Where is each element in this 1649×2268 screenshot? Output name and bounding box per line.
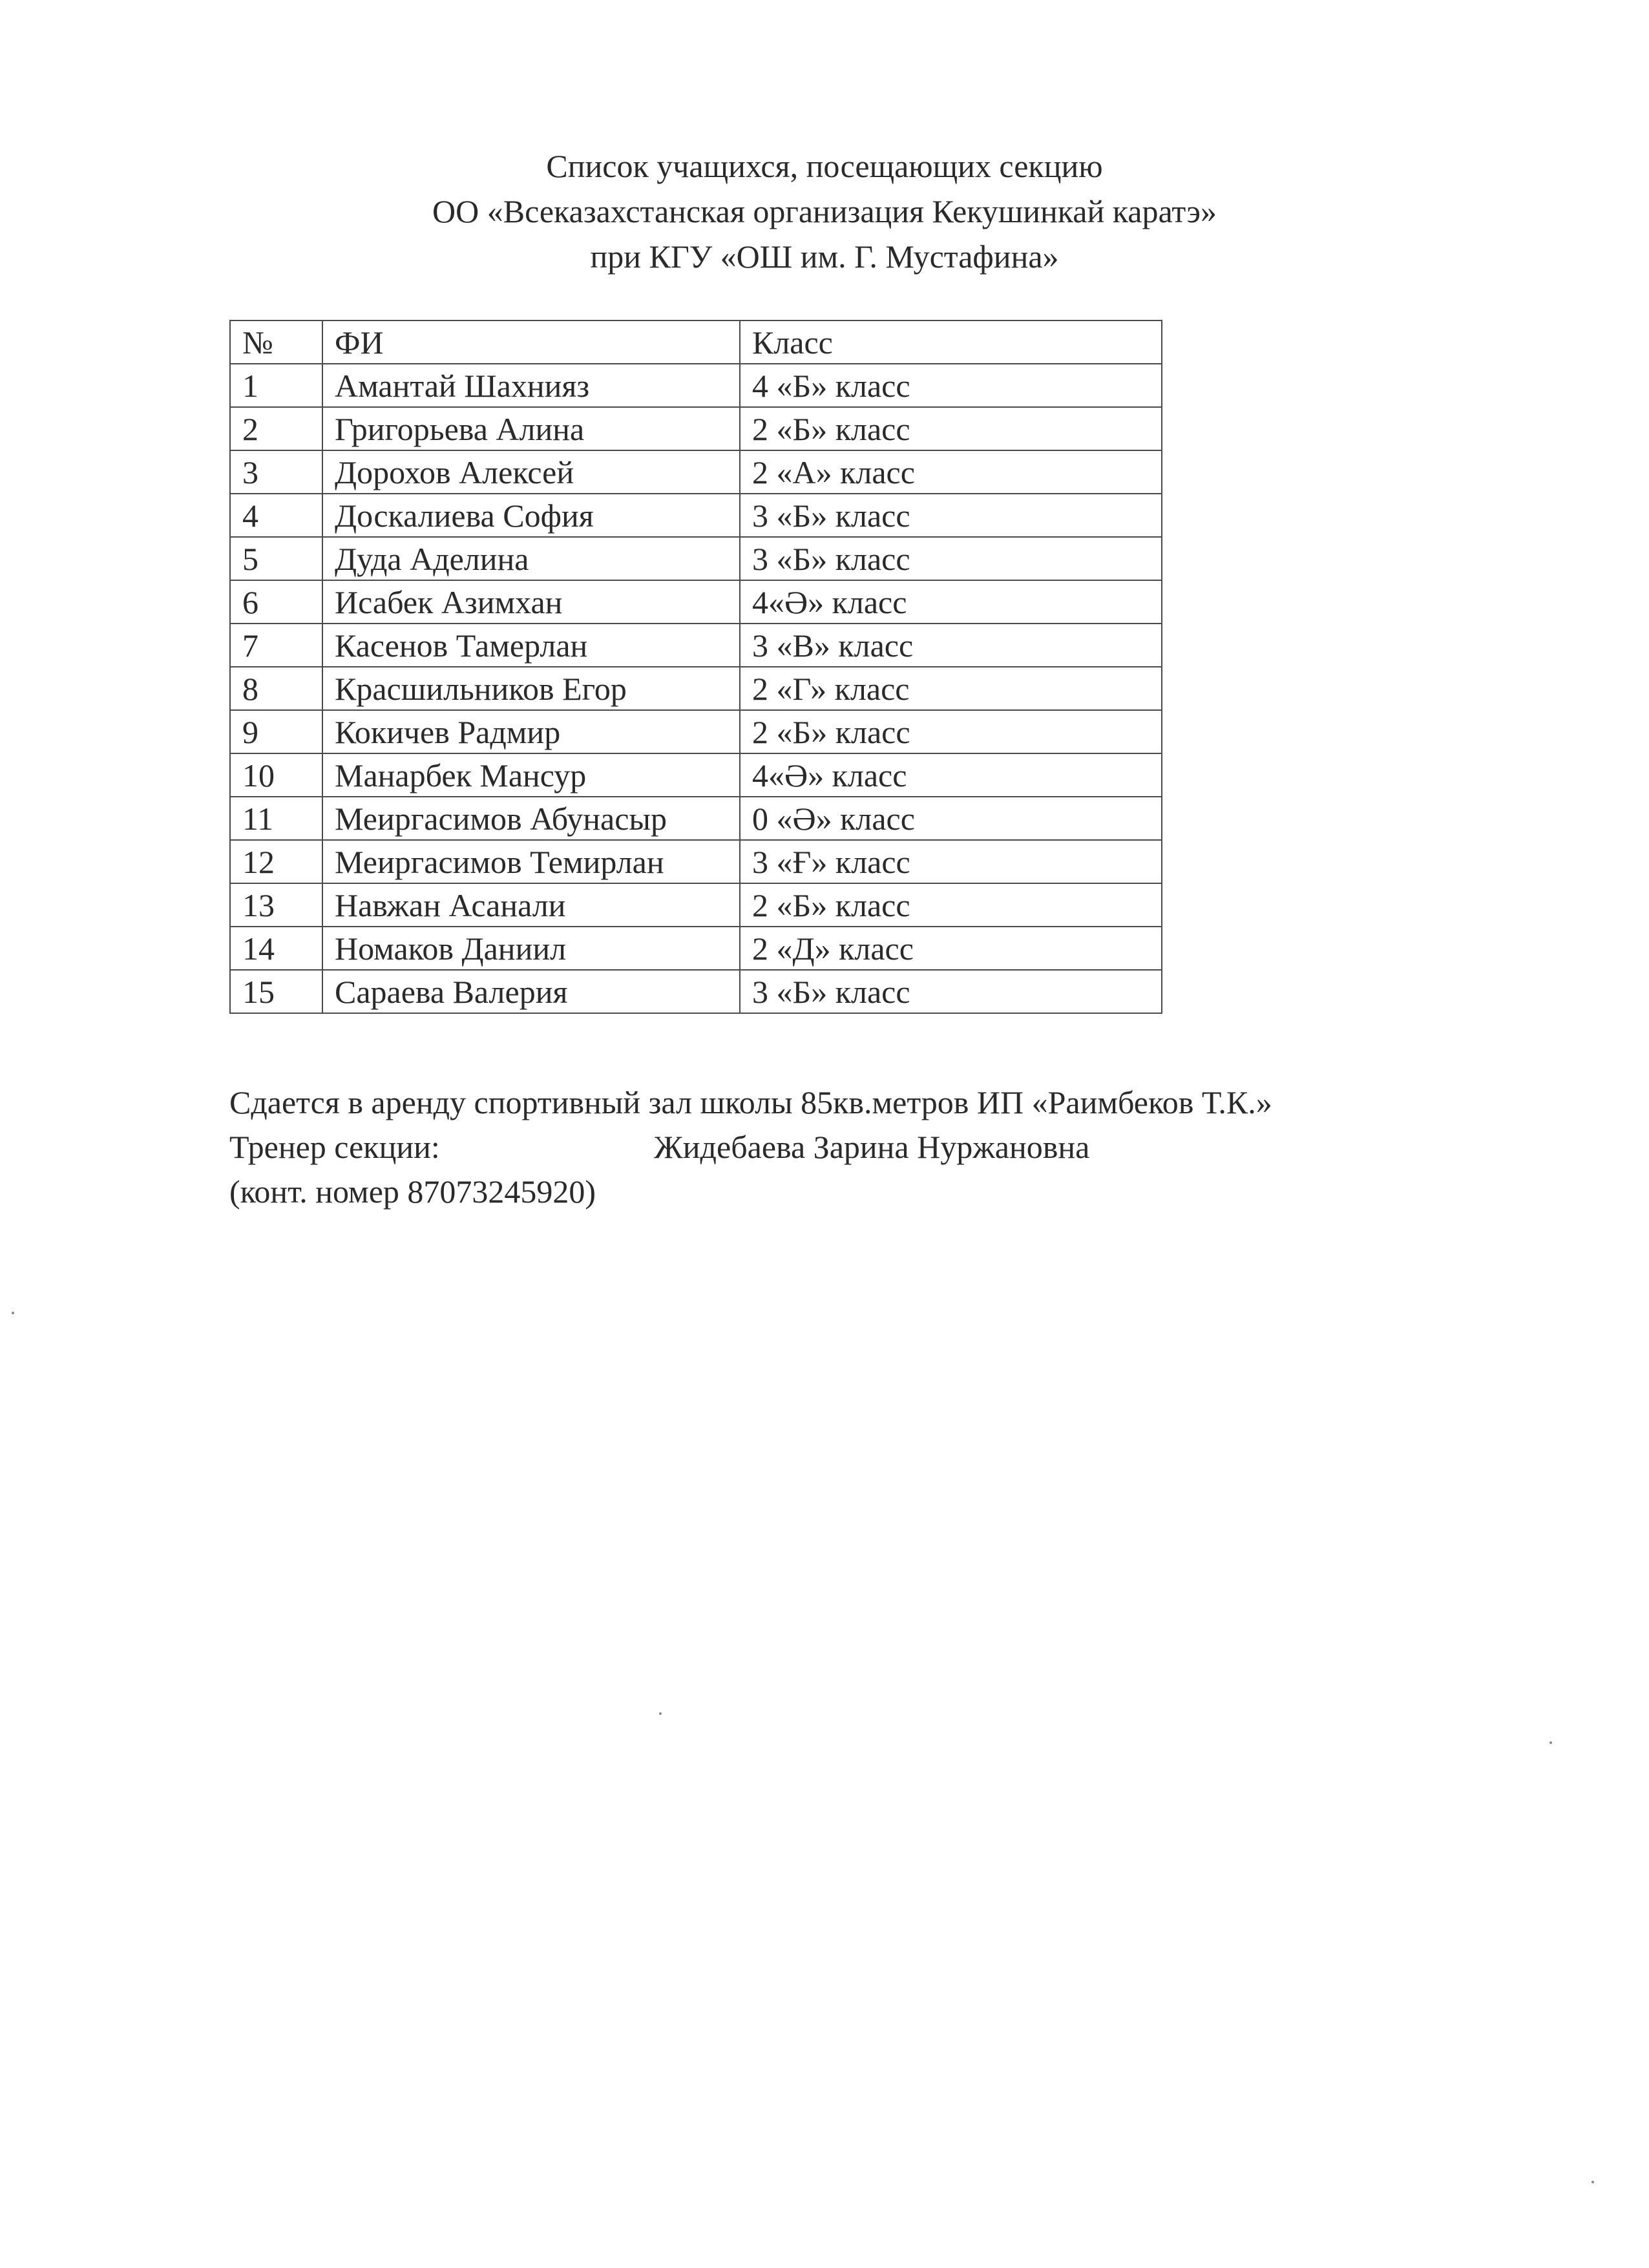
table-row	[230, 667, 1162, 710]
cell-number: 9	[230, 710, 322, 753]
table-row	[230, 710, 1162, 753]
cell-number: 11	[230, 797, 322, 840]
cell-number: 12	[230, 840, 322, 883]
table-row	[230, 580, 1162, 624]
cell-name: Кокичев Радмир	[322, 710, 740, 753]
column-header-class: Класс	[740, 320, 1162, 364]
cell-name: Амантай Шахнияз	[322, 364, 740, 407]
column-header-name: ФИ	[322, 320, 740, 364]
contact-number: (конт. номер 87073245920)	[229, 1173, 596, 1210]
cell-class: 2 «А» класс	[740, 450, 1162, 494]
table-row	[230, 450, 1162, 494]
table-row	[230, 927, 1162, 970]
cell-number: 2	[230, 407, 322, 450]
cell-number: 7	[230, 624, 322, 667]
cell-class: 2 «Б» класс	[740, 883, 1162, 927]
title-line-3: при КГУ «ОШ им. Г. Мустафина»	[590, 238, 1059, 275]
scan-speck	[1549, 1741, 1552, 1744]
cell-name: Дуда Аделина	[322, 537, 740, 580]
cell-name: Исабек Азимхан	[322, 580, 740, 624]
students-table	[229, 320, 1162, 1014]
cell-number: 4	[230, 494, 322, 537]
cell-number: 8	[230, 667, 322, 710]
cell-name: Дорохов Алексей	[322, 450, 740, 494]
cell-number: 5	[230, 537, 322, 580]
cell-class: 3 «Б» класс	[740, 494, 1162, 537]
table-row	[230, 840, 1162, 883]
cell-class: 3 «В» класс	[740, 624, 1162, 667]
cell-number: 3	[230, 450, 322, 494]
cell-number: 13	[230, 883, 322, 927]
table-row	[230, 537, 1162, 580]
cell-class: 2 «Б» класс	[740, 710, 1162, 753]
trainer-label: Тренер секции:	[229, 1129, 440, 1165]
column-header-number: №	[230, 320, 322, 364]
trainer-name: Жидебаева Зарина Нуржановна	[654, 1129, 1090, 1165]
cell-class: 3 «Ғ» класс	[740, 840, 1162, 883]
cell-class: 0 «Ә» класс	[740, 797, 1162, 840]
cell-number: 6	[230, 580, 322, 624]
cell-number: 15	[230, 970, 322, 1013]
cell-name: Сараева Валерия	[322, 970, 740, 1013]
table-row	[230, 753, 1162, 797]
title-line-2: ОО «Всеказахстанская организация Кекушинкай каратэ»	[432, 193, 1217, 229]
table-row	[230, 797, 1162, 840]
cell-class: 2 «Г» класс	[740, 667, 1162, 710]
table-header-row	[230, 320, 1162, 364]
rent-notice: Сдается в аренду спортивный зал школы 85кв.метров ИП «Раимбеков Т.К.»	[229, 1084, 1272, 1120]
cell-class: 4 «Б» класс	[740, 364, 1162, 407]
scan-speck	[1591, 2181, 1594, 2183]
cell-number: 1	[230, 364, 322, 407]
cell-class: 3 «Б» класс	[740, 537, 1162, 580]
scan-speck	[659, 1712, 662, 1715]
cell-name: Манарбек Мансур	[322, 753, 740, 797]
title-line-1: Список учащихся, посещающих секцию	[546, 148, 1103, 184]
cell-name: Доскалиева София	[322, 494, 740, 537]
table-row	[230, 407, 1162, 450]
cell-name: Меиргасимов Темирлан	[322, 840, 740, 883]
cell-name: Номаков Даниил	[322, 927, 740, 970]
table-row	[230, 970, 1162, 1013]
cell-number: 14	[230, 927, 322, 970]
table-row	[230, 883, 1162, 927]
cell-name: Навжан Асанали	[322, 883, 740, 927]
scan-speck	[12, 1312, 14, 1314]
cell-name: Меиргасимов Абунасыр	[322, 797, 740, 840]
table-row	[230, 624, 1162, 667]
cell-class: 4«Ә» класс	[740, 580, 1162, 624]
cell-name: Касенов Тамерлан	[322, 624, 740, 667]
cell-class: 2 «Д» класс	[740, 927, 1162, 970]
table-row	[230, 364, 1162, 407]
cell-number: 10	[230, 753, 322, 797]
cell-name: Красшильников Егор	[322, 667, 740, 710]
cell-class: 3 «Б» класс	[740, 970, 1162, 1013]
cell-class: 2 «Б» класс	[740, 407, 1162, 450]
table-row	[230, 494, 1162, 537]
cell-name: Григорьева Алина	[322, 407, 740, 450]
cell-class: 4«Ә» класс	[740, 753, 1162, 797]
